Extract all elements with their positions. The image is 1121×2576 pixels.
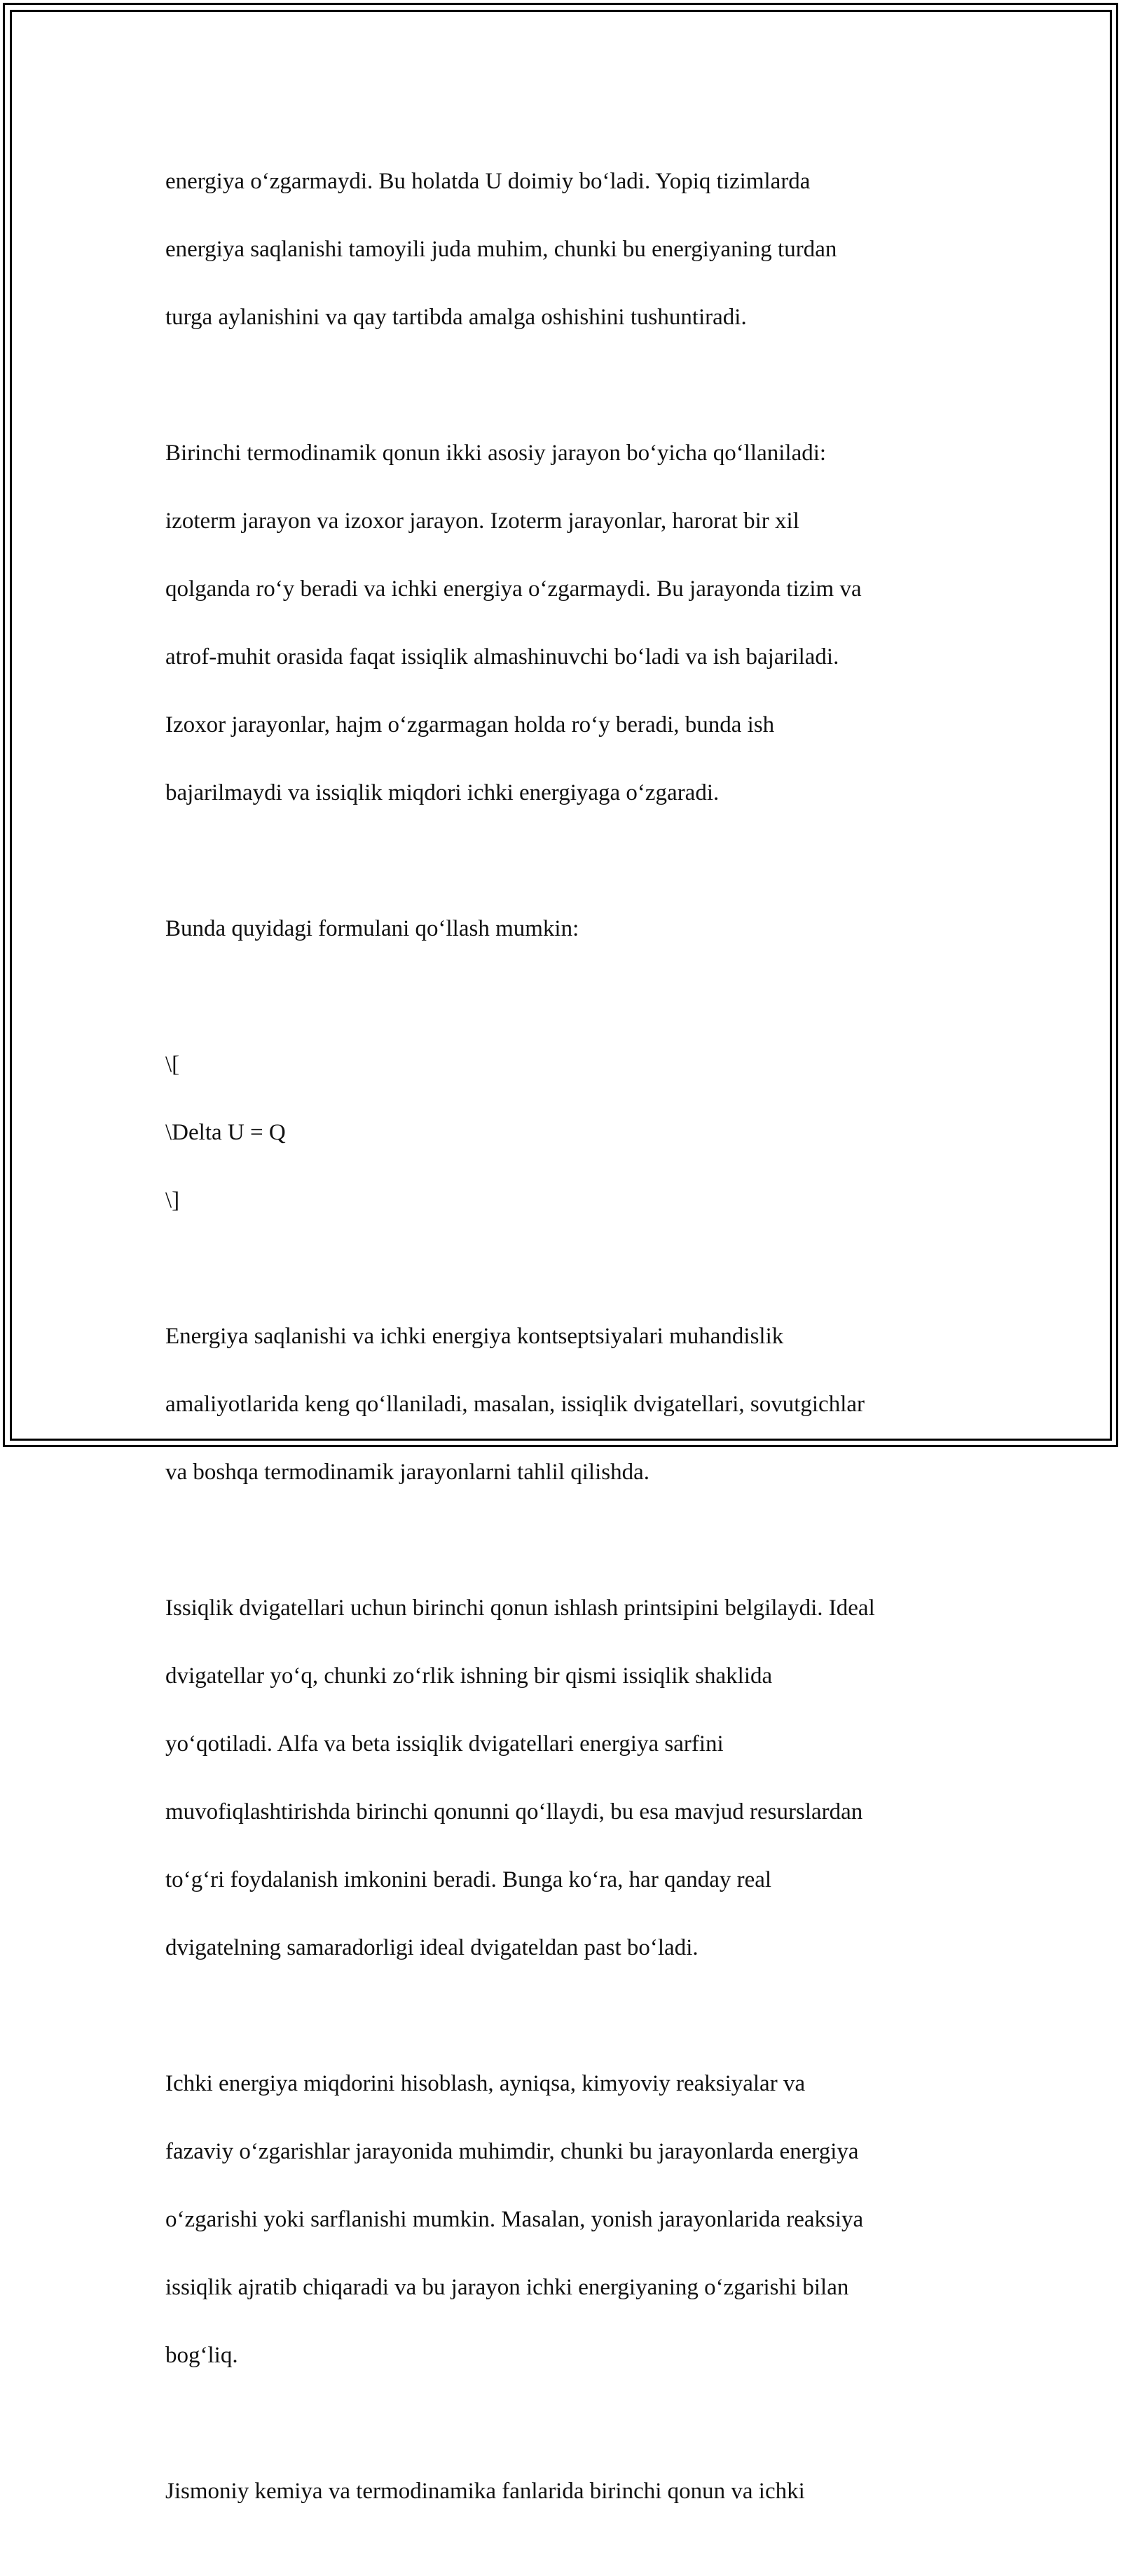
text-line: dvigatelning samaradorligi ideal dvigateldan past bo‘ladi. bbox=[165, 1934, 699, 1960]
paragraph-2 bbox=[165, 402, 957, 844]
paragraph-3 bbox=[165, 878, 957, 980]
paragraph-7 bbox=[165, 2033, 957, 2407]
formula-close: \] bbox=[165, 1187, 180, 1213]
text-line: Birinchi termodinamik qonun ikki asosiy jarayon bo‘yicha qo‘llaniladi: bbox=[165, 440, 827, 466]
text-line: va boshqa termodinamik jarayonlarni tahlil qilishda. bbox=[165, 1459, 650, 1485]
text-line: qolganda ro‘y beradi va ichki energiya o‘zgarmaydi. Bu jarayonda tizim va bbox=[165, 576, 862, 602]
document-body bbox=[165, 130, 957, 2576]
text-line: bog‘liq. bbox=[165, 2342, 238, 2368]
paragraph-8 bbox=[165, 2440, 957, 2542]
text-line: bajarilmaydi va issiqlik miqdori ichki energiyaga o‘zgaradi. bbox=[165, 780, 720, 805]
text-line: issiqlik ajratib chiqaradi va bu jarayon ichki energiyaning o‘zgarishi bilan bbox=[165, 2274, 849, 2300]
paragraph-1 bbox=[165, 130, 957, 368]
text-line: dvigatellar yo‘q, chunki zo‘rlik ishning bir qismi issiqlik shaklida bbox=[165, 1663, 773, 1689]
paragraph-5 bbox=[165, 1285, 957, 1523]
formula-expression: \Delta U = Q bbox=[165, 1119, 286, 1145]
text-line: Jismoniy kemiya va termodinamika fanlarida birinchi qonun va ichki bbox=[165, 2478, 805, 2504]
text-line: Energiya saqlanishi va ichki energiya kontseptsiyalari muhandislik bbox=[165, 1323, 784, 1349]
text-line: energiya o‘zgarmaydi. Bu holatda U doimiy bo‘ladi. Yopiq tizimlarda bbox=[165, 168, 811, 194]
text-line: o‘zgarishi yoki sarflanishi mumkin. Masalan, yonish jarayonlarida reaksiya bbox=[165, 2206, 864, 2232]
text-line: amaliyotlarida keng qo‘llaniladi, masalan, issiqlik dvigatellari, sovutgichlar bbox=[165, 1391, 865, 1417]
text-line: yo‘qotiladi. Alfa va beta issiqlik dvigatellari energiya sarfini bbox=[165, 1731, 724, 1757]
text-line: Bunda quyidagi formulani qo‘llash mumkin: bbox=[165, 915, 579, 941]
text-line: energiya saqlanishi tamoyili juda muhim, chunki bu energiyaning turdan bbox=[165, 236, 837, 262]
text-line: izoterm jarayon va izoxor jarayon. Izoterm jarayonlar, harorat bir xil bbox=[165, 508, 799, 534]
text-line: to‘g‘ri foydalanish imkonini beradi. Bunga ko‘ra, har qanday real bbox=[165, 1867, 772, 1892]
text-line: muvofiqlashtirishda birinchi qonunni qo‘llaydi, bu esa mavjud resurslardan bbox=[165, 1799, 863, 1824]
text-line: Ichki energiya miqdorini hisoblash, ayniqsa, kimyoviy reaksiyalar va bbox=[165, 2070, 806, 2096]
text-line: turga aylanishini va qay tartibda amalga oshishini tushuntiradi. bbox=[165, 304, 747, 330]
text-line: atrof-muhit orasida faqat issiqlik almashinuvchi bo‘ladi va ish bajariladi. bbox=[165, 644, 839, 670]
text-line: fazaviy o‘zgarishlar jarayonida muhimdir, chunki bu jarayonlarda energiya bbox=[165, 2138, 859, 2164]
formula-block bbox=[165, 1013, 957, 1252]
paragraph-6 bbox=[165, 1557, 957, 1999]
text-line: Issiqlik dvigatellari uchun birinchi qonun ishlash printsipini belgilaydi. Ideal bbox=[165, 1595, 875, 1621]
formula-open: \[ bbox=[165, 1051, 180, 1077]
text-line: Izoxor jarayonlar, hajm o‘zgarmagan holda ro‘y beradi, bunda ish bbox=[165, 712, 775, 738]
